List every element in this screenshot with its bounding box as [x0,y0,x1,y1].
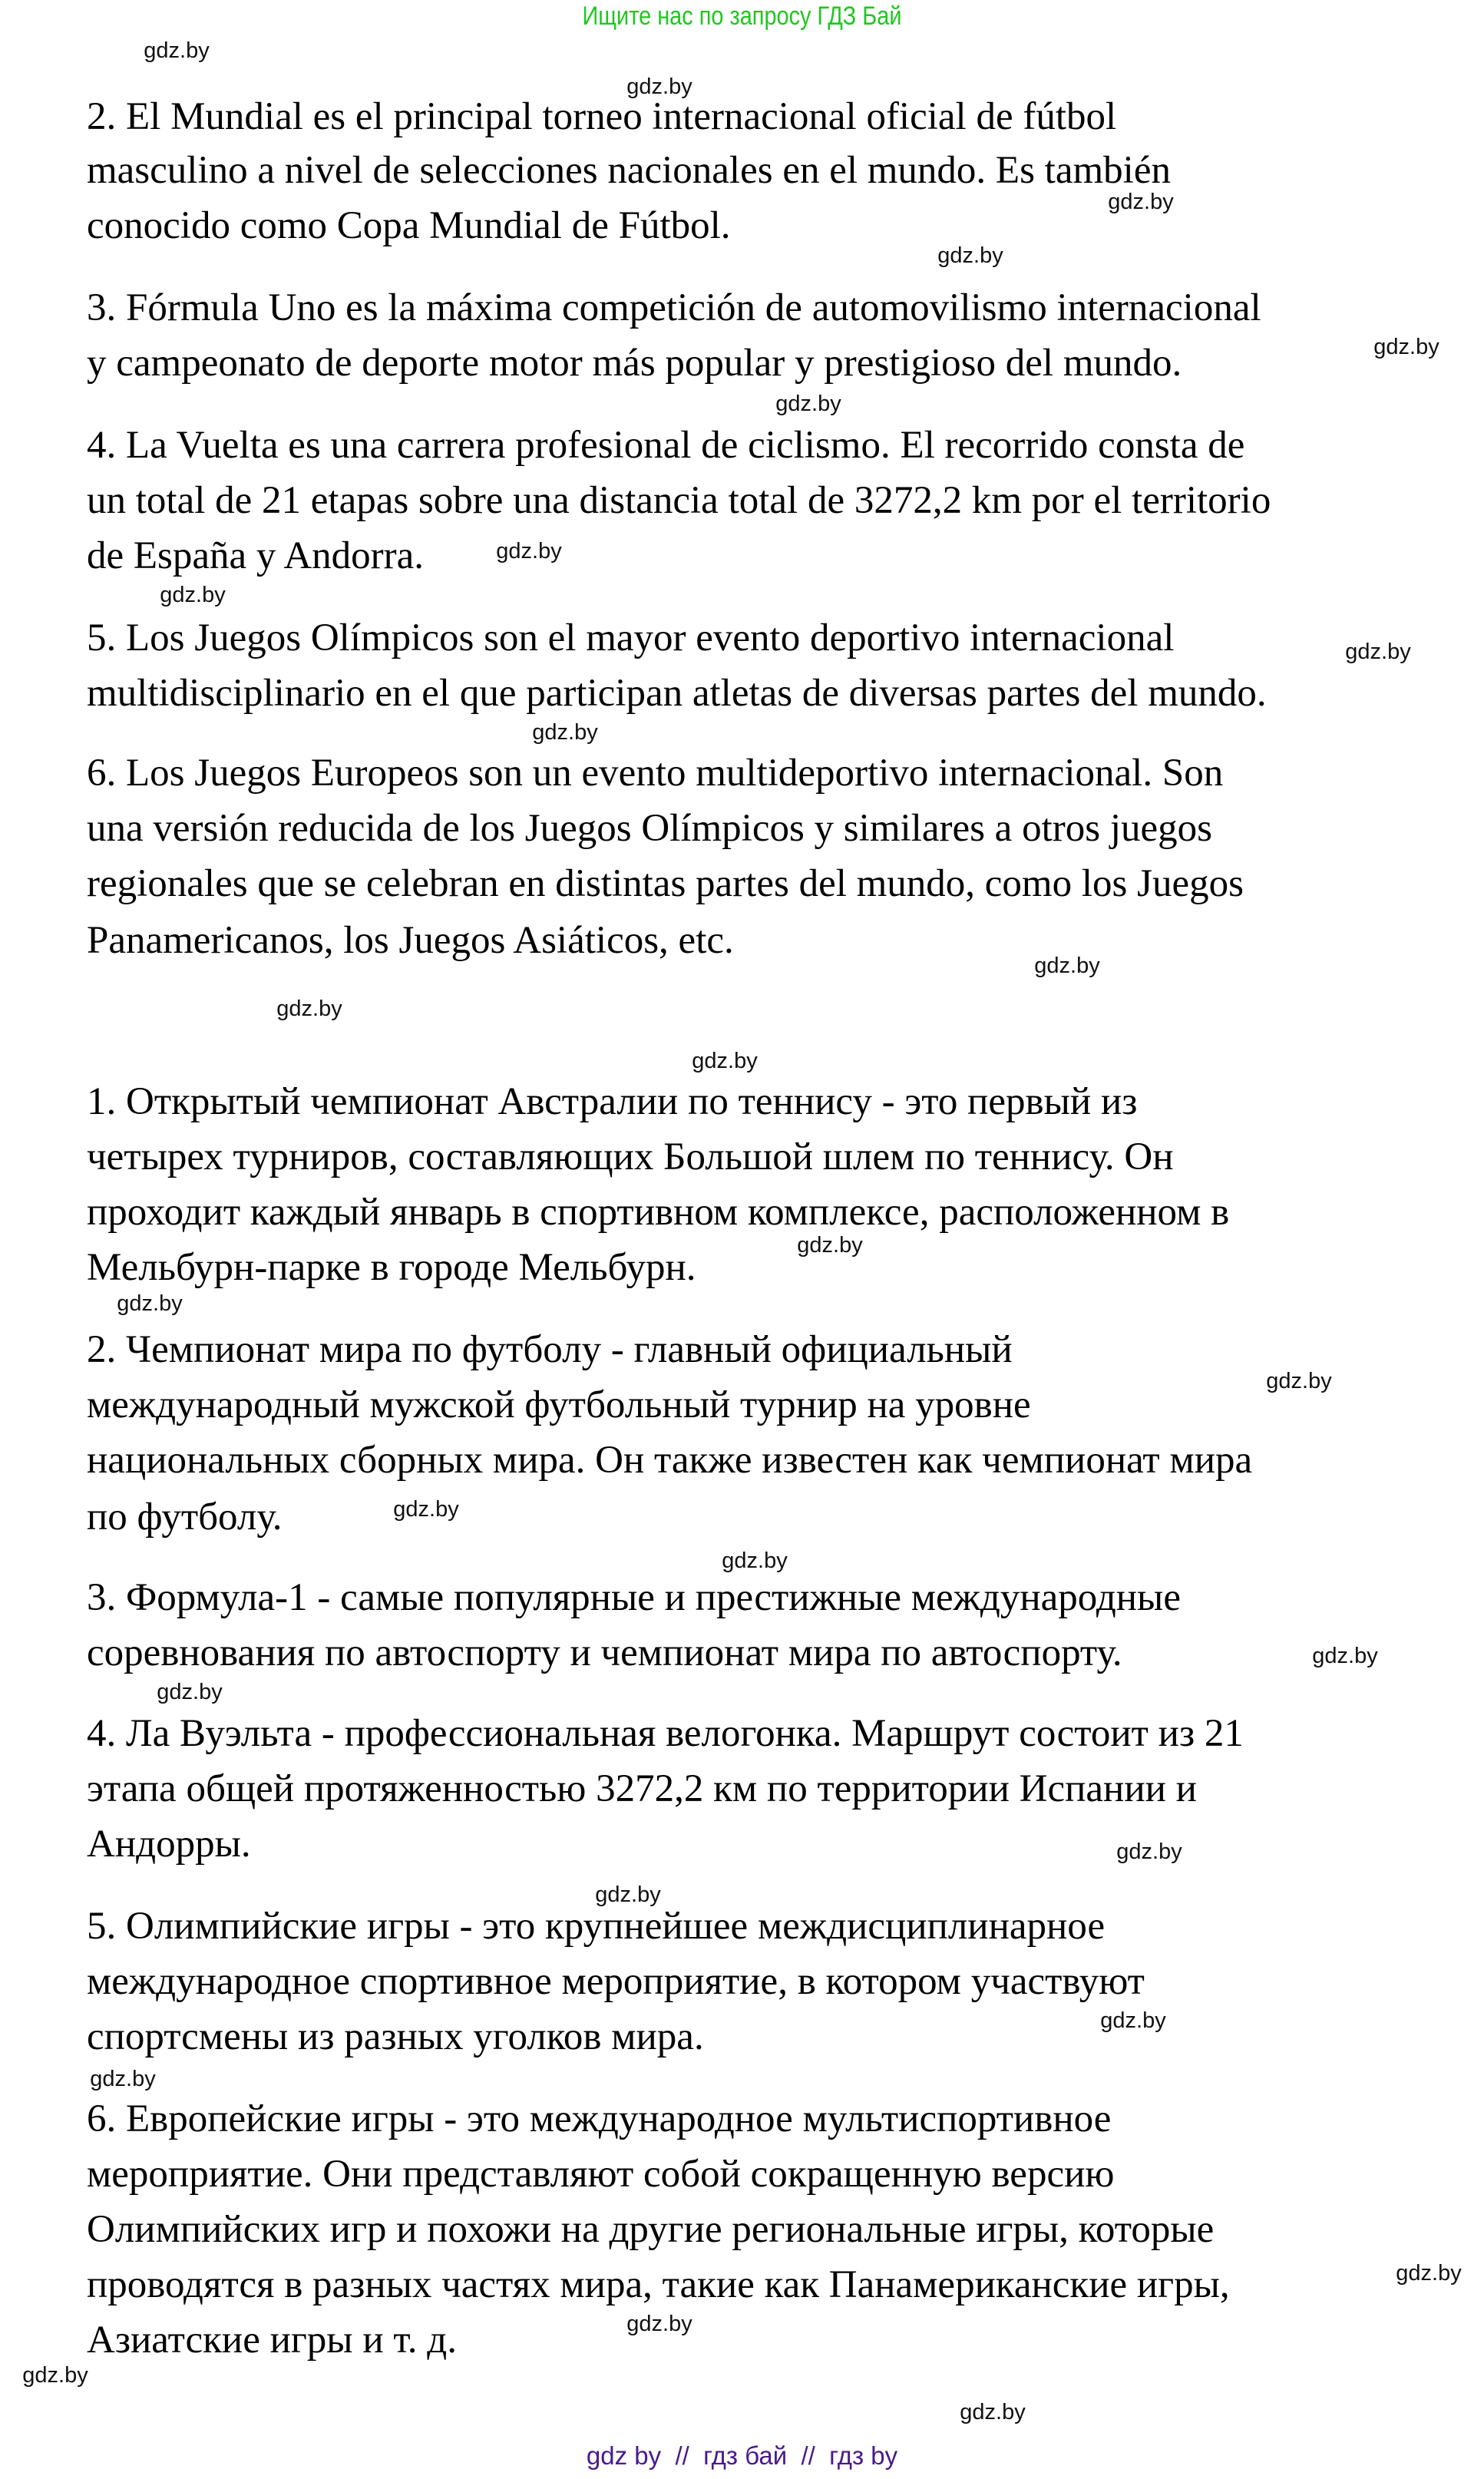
watermark-label: gdz.by [532,720,598,745]
text-line: национальных сборных мира. Он также известен как чемпионат мира [87,1439,1253,1482]
text-line: un total de 21 etapas sobre una distancia total de 3272,2 km por el territorio [87,479,1271,522]
text-line: 2. Чемпионат мира по футболу - главный официальный [87,1328,1013,1371]
text-line: Олимпийских игр и похожи на другие региональные игры, которые [87,2208,1215,2251]
watermark-label: gdz.by [496,539,562,564]
watermark-label: gdz.by [1312,1644,1378,1668]
text-line: Panamericanos, los Juegos Asiáticos, etc. [87,919,734,962]
watermark-label: gdz.by [117,1291,183,1316]
text-line: Азиатские игры и т. д. [87,2319,458,2362]
watermark-label: gdz.by [1116,1839,1182,1864]
footer-site-links: gdz by // гдз бай // гдз by [586,2441,898,2470]
text-line: multidisciplinario en el que participan atletas de diversas partes del mundo. [87,672,1267,715]
text-line: этапа общей протяженностью 3272,2 км по территории Испании и [87,1767,1197,1810]
watermark-label: gdz.by [157,1680,223,1704]
watermark-label: gdz.by [626,74,692,99]
text-line: четырех турниров, составляющих Большой шлем по теннису. Он [87,1135,1174,1178]
watermark-label: gdz.by [1396,2261,1462,2286]
text-line: мероприятие. Они представляют собой сокращенную версию [87,2153,1115,2196]
watermark-label: gdz.by [22,2363,88,2388]
text-line: 1. Открытый чемпионат Австралии по теннису - это первый из [87,1080,1138,1123]
text-line: 4. Ла Вуэльта - профессиональная велогонка. Маршрут состоит из 21 [87,1712,1244,1755]
watermark-label: gdz.by [144,38,210,63]
text-line: una versión reducida de los Juegos Olímpicos y similares a otros juegos [87,807,1212,850]
text-line: masculino a nivel de selecciones nacionales en el mundo. Es también [87,149,1171,192]
search-hint-banner: Ищите нас по запросу ГДЗ Бай [582,2,902,31]
text-line: соревнования по автоспорту и чемпионат мира по автоспорту. [87,1631,1122,1674]
watermark-label: gdz.by [1266,1369,1332,1393]
text-line: проходит каждый январь в спортивном комплексе, расположенном в [87,1191,1230,1234]
watermark-label: gdz.by [937,243,1003,268]
text-line: спортсмены из разных уголков мира. [87,2015,704,2058]
text-line: 2. El Mundial es el principal torneo internacional oficial de fútbol [87,95,1117,138]
watermark-label: gdz.by [1108,190,1174,214]
watermark-label: gdz.by [775,392,841,416]
text-line: 5. Олимпийские игры - это крупнейшее междисциплинарное [87,1905,1106,1948]
text-line: 6. Los Juegos Europeos son un evento multideportivo internacional. Son [87,752,1224,795]
text-line: 4. La Vuelta es una carrera profesional de ciclismo. El recorrido consta de [87,424,1245,467]
text-line: Мельбурн-парке в городе Мельбурн. [87,1246,696,1289]
watermark-label: gdz.by [722,1549,788,1573]
text-line: conocido como Copa Mundial de Fútbol. [87,204,731,247]
watermark-label: gdz.by [797,1233,863,1258]
watermark-label: gdz.by [90,2067,156,2091]
watermark-label: gdz.by [960,2400,1026,2424]
watermark-label: gdz.by [595,1882,661,1907]
text-line: 5. Los Juegos Olímpicos son el mayor evento deportivo internacional [87,616,1175,659]
watermark-label: gdz.by [626,2312,692,2336]
watermark-label: gdz.by [692,1049,758,1073]
text-line: 6. Европейские игры - это международное мультиспортивное [87,2097,1112,2140]
text-line: 3. Fórmula Uno es la máxima competición de automovilismo internacional [87,286,1261,329]
watermark-label: gdz.by [276,997,342,1021]
text-line: международный мужской футбольный турнир на уровне [87,1383,1031,1426]
watermark-label: gdz.by [393,1497,459,1522]
text-line: y campeonato de deporte motor más popular y prestigioso del mundo. [87,342,1182,385]
watermark-label: gdz.by [1345,640,1411,664]
text-line: de España y Andorra. [87,534,425,577]
text-line: regionales que se celebran en distintas partes del mundo, como los Juegos [87,862,1244,905]
watermark-label: gdz.by [1373,335,1439,359]
watermark-label: gdz.by [1100,2008,1166,2033]
text-line: по футболу. [87,1496,283,1539]
text-line: международное спортивное мероприятие, в котором участвуют [87,1960,1145,2003]
watermark-label: gdz.by [1034,954,1100,978]
watermark-label: gdz.by [160,583,226,607]
text-line: проводятся в разных частях мира, такие как Панамериканские игры, [87,2263,1230,2306]
text-line: Андорры. [87,1823,251,1866]
text-line: 3. Формула-1 - самые популярные и престижные международные [87,1576,1181,1619]
